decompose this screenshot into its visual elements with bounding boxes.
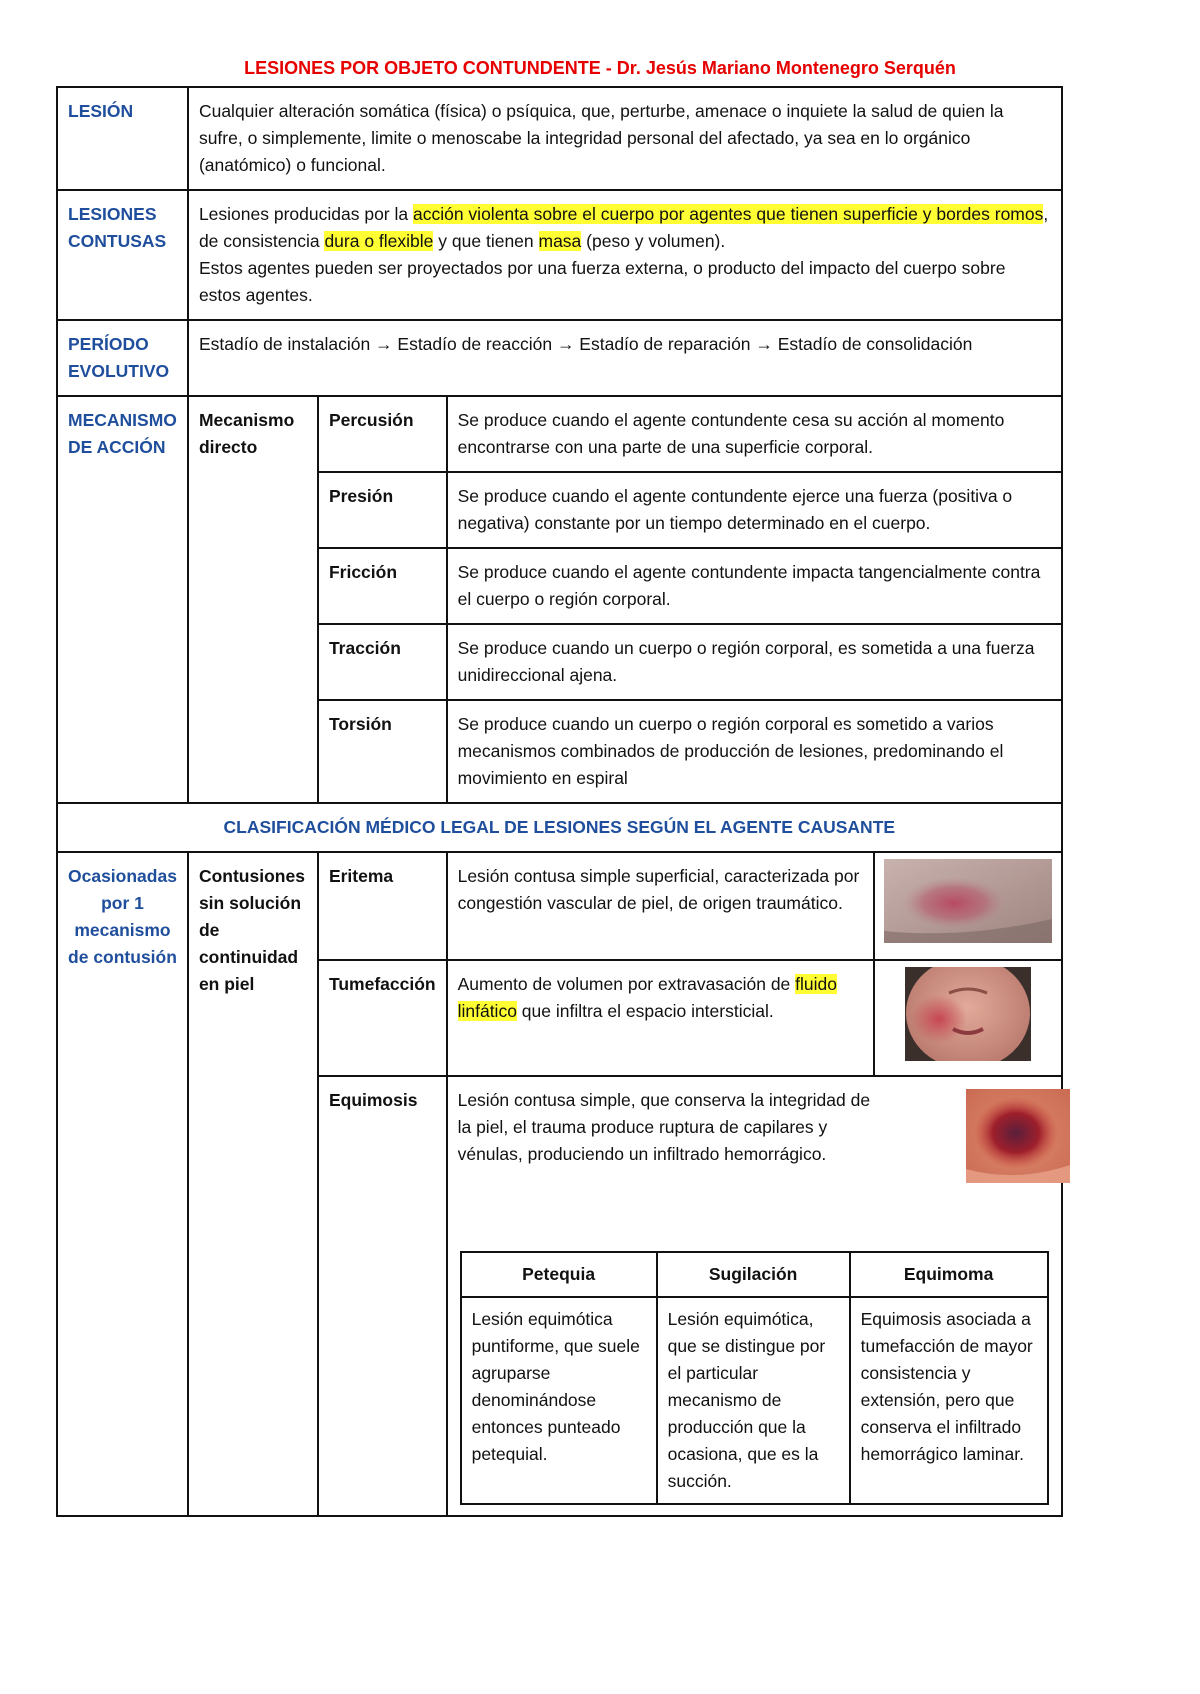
mecanismo-name: Percusión bbox=[318, 396, 447, 472]
row-contusas bbox=[57, 190, 1062, 320]
clasificacion-subgroup: Contusiones sin solución de continuidad en piel bbox=[188, 852, 318, 1516]
contusas-definition bbox=[188, 190, 1062, 320]
document-title: LESIONES POR OBJETO CONTUNDENTE - Dr. Jesús Mariano Montenegro Serquén bbox=[244, 58, 956, 78]
mecanismo-description: Se produce cuando el agente contundente cesa su acción al momento encontrarse con una parte de una superficie corporal. bbox=[447, 396, 1062, 472]
mecanismo-row bbox=[57, 396, 1062, 472]
row-clasificacion-heading bbox=[57, 803, 1062, 852]
equimoma-header: Equimoma bbox=[850, 1252, 1048, 1297]
contusas-text-1: Lesiones producidas por la bbox=[198, 204, 413, 224]
mecanismo-sublabel: Mecanismo directo bbox=[188, 396, 318, 803]
contusas-highlight-2: dura o flexible bbox=[324, 231, 434, 251]
eritema-photo-cell bbox=[874, 852, 1062, 960]
mecanismo-name: Tracción bbox=[318, 624, 447, 700]
mecanismo-description: Se produce cuando un cuerpo o región corporal, es sometida a una fuerza unidireccional ajena. bbox=[447, 624, 1062, 700]
equimosis-name: Equimosis bbox=[318, 1076, 447, 1516]
mecanismo-name: Presión bbox=[318, 472, 447, 548]
mecanismo-label: MECANISMO DE ACCIÓN bbox=[57, 396, 188, 803]
mecanismo-description: Se produce cuando un cuerpo o región corporal es sometido a varios mecanismos combinados de producción de lesiones, predominando el movimiento en espiral bbox=[447, 700, 1062, 803]
lesions-table bbox=[56, 86, 1063, 1517]
eritema-name: Eritema bbox=[318, 852, 447, 960]
mecanismo-name: Fricción bbox=[318, 548, 447, 624]
mecanismo-description: Se produce cuando el agente contundente ejerce una fuerza (positiva o negativa) constante por un tiempo determinado en el cuerpo. bbox=[447, 472, 1062, 548]
tumefaccion-photo-cell bbox=[874, 960, 1062, 1076]
eritema-description: Lesión contusa simple superficial, caracterizada por congestión vascular de piel, de origen traumático. bbox=[447, 852, 874, 960]
tumefaccion-description bbox=[447, 960, 874, 1076]
sugilacion-header: Sugilación bbox=[657, 1252, 850, 1297]
tumefaccion-photo bbox=[905, 967, 1031, 1061]
contusas-highlight-1: acción violenta sobre el cuerpo por agentes que tienen superficie y bordes romos bbox=[412, 204, 1044, 224]
equimosis-cell bbox=[447, 1076, 1062, 1516]
row-lesion bbox=[57, 87, 1062, 190]
clasificacion-group: Ocasionadas por 1 mecanismo de contusión bbox=[57, 852, 188, 1516]
equimosis-description: Lesión contusa simple, que conserva la integridad de la piel, el trauma produce ruptura de capilares y vénulas, produciendo un infiltrado hemorrágico. bbox=[457, 1090, 871, 1164]
tumefaccion-name: Tumefacción bbox=[318, 960, 447, 1076]
contusas-text-5: Estos agentes pueden ser proyectados por una fuerza externa, o producto del impacto del cuerpo sobre estos agentes. bbox=[198, 258, 1006, 305]
tumefaccion-highlight: fluido linfático bbox=[457, 974, 837, 1021]
contusas-highlight-3: masa bbox=[538, 231, 582, 251]
tumefaccion-text-1: Aumento de volumen por extravasación de bbox=[457, 974, 796, 994]
contusas-label: LESIONES CONTUSAS bbox=[57, 190, 188, 320]
sugilacion-description: Lesión equimótica, que se distingue por el particular mecanismo de producción que la ocasiona, que es la succión. bbox=[657, 1297, 850, 1504]
eritema-photo bbox=[884, 859, 1052, 943]
tumefaccion-text-2: que infiltra el espacio intersticial. bbox=[516, 1001, 774, 1021]
equimosis-types-table bbox=[460, 1251, 1049, 1505]
equimoma-description: Equimosis asociada a tumefacción de mayor consistencia y extensión, pero que conserva el infiltrado hemorrágico laminar. bbox=[850, 1297, 1048, 1504]
contusas-text-2: , de consistencia bbox=[198, 204, 1049, 251]
row-eritema bbox=[57, 852, 1062, 960]
mecanismo-name: Torsión bbox=[318, 700, 447, 803]
equimosis-photo bbox=[966, 1089, 1070, 1183]
lesion-definition: Cualquier alteración somática (física) o psíquica, que, perturbe, amenace o inquiete la salud de quien la sufre, o simplemente, limite o menoscabe la integridad personal del afectado, ya sea en lo orgánico (anatómico) o funcional. bbox=[188, 87, 1062, 190]
clasificacion-heading: CLASIFICACIÓN MÉDICO LEGAL DE LESIONES SEGÚN EL AGENTE CAUSANTE bbox=[57, 803, 1062, 852]
lesion-label: LESIÓN bbox=[57, 87, 188, 190]
periodo-label: PERÍODO EVOLUTIVO bbox=[57, 320, 188, 396]
petequia-header: Petequia bbox=[461, 1252, 657, 1297]
contusas-text-3: y que tienen bbox=[433, 231, 539, 251]
mecanismo-description: Se produce cuando el agente contundente impacta tangencialmente contra el cuerpo o región corporal. bbox=[447, 548, 1062, 624]
periodo-stages: Estadío de instalación → Estadío de reacción → Estadío de reparación → Estadío de consolidación bbox=[188, 320, 1062, 396]
petequia-description: Lesión equimótica puntiforme, que suele agruparse denominándose entonces punteado petequial. bbox=[461, 1297, 657, 1504]
contusas-text-4: (peso y volumen). bbox=[581, 231, 726, 251]
row-periodo bbox=[57, 320, 1062, 396]
